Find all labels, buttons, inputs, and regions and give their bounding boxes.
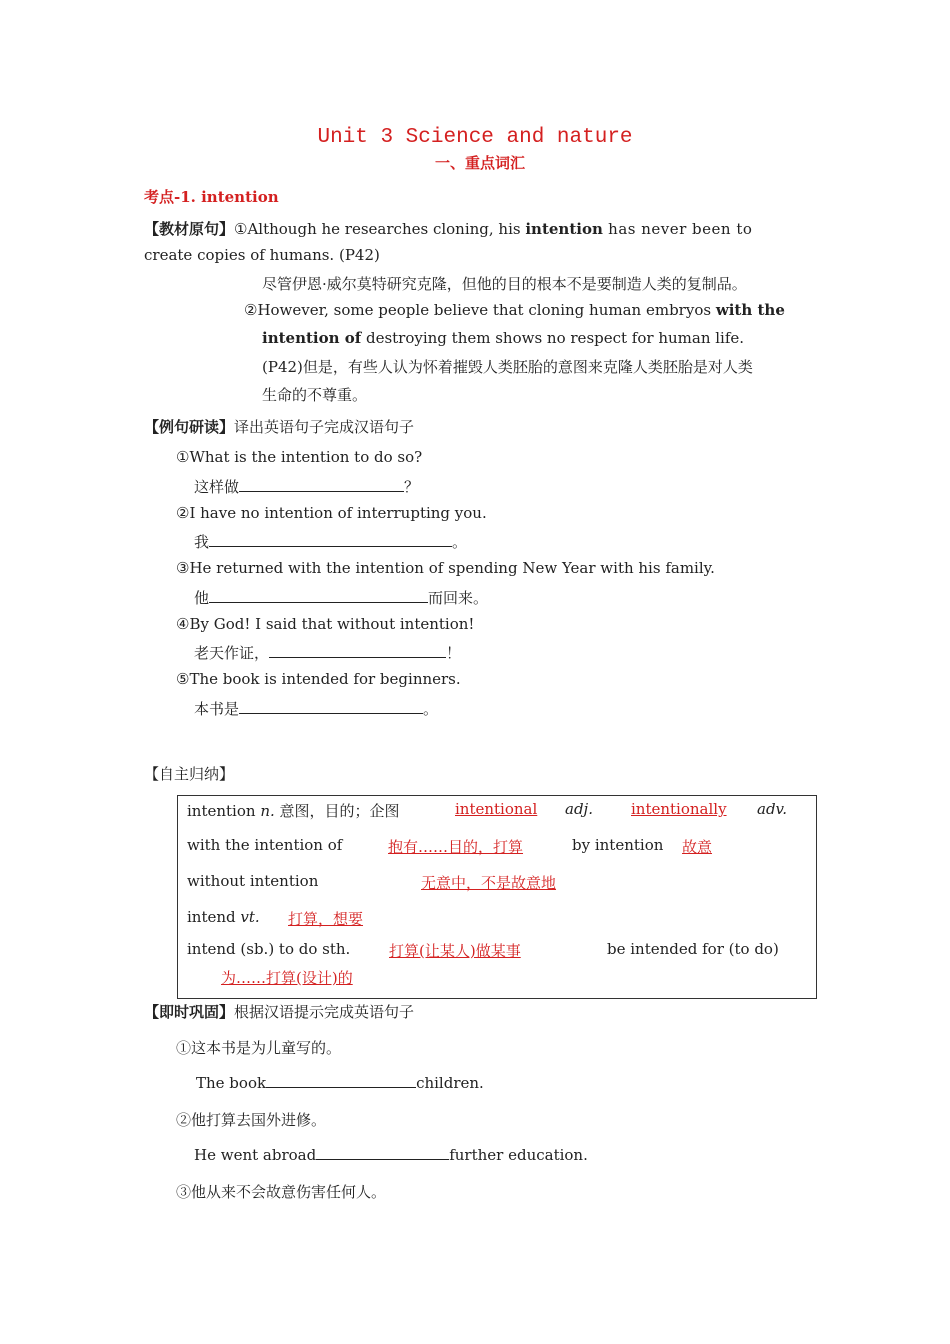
summary-row-4 bbox=[187, 908, 260, 926]
textbook-sentence-2-line1 bbox=[244, 301, 785, 319]
r2-phrase2: by intention bbox=[572, 836, 664, 854]
examples-label: 【例句研读】 bbox=[144, 418, 235, 436]
example-en-1: ①What is the intention to do so? bbox=[176, 448, 423, 466]
example-en-3: ③He returned with the intention of spending New Year with his family. bbox=[176, 559, 715, 577]
example-cn-4-pre: 老天作证， bbox=[194, 644, 270, 662]
practice-cn-3: ③他从来不会故意伤害任何人。 bbox=[176, 1183, 387, 1201]
r5-phrase: intend (sb.) to do sth. bbox=[187, 940, 351, 958]
answer-intentionally: intentionally bbox=[631, 800, 727, 818]
s2-pre: ②However, some people believe that cloning human embryos bbox=[244, 301, 716, 319]
example-cn-1-post: ？ bbox=[404, 478, 420, 496]
page-title: Unit 3 Science and nature bbox=[317, 126, 633, 149]
example-cn-4-post: ！ bbox=[446, 644, 462, 662]
practice-blank-1[interactable] bbox=[266, 1073, 416, 1088]
example-cn-3 bbox=[194, 587, 488, 608]
answer-intend-sb: 打算(让某人)做某事 bbox=[389, 942, 521, 960]
r4-pos: vt. bbox=[240, 908, 260, 926]
section-subtitle: 一、重点词汇 bbox=[434, 154, 525, 172]
textbook-sentence-2-line3: (P42)但是，有些人认为怀着摧毁人类胚胎的意图来克隆人类胚胎是对人类 bbox=[262, 358, 753, 376]
examples-instruction: 译出英语句子完成汉语句子 bbox=[234, 418, 415, 436]
practice-header bbox=[144, 1001, 414, 1022]
r5-phrase2: be intended for (to do) bbox=[607, 940, 779, 958]
practice-en-2-pre: He went abroad bbox=[194, 1146, 317, 1164]
r1-pos: n. bbox=[260, 802, 275, 820]
practice-en-2-post: further education. bbox=[449, 1146, 588, 1164]
answer-with-intention: 抱有……目的，打算 bbox=[388, 838, 524, 856]
textbook-sentence-1-cn: 尽管伊恩·威尔莫特研究克隆，但他的目的根本不是要制造人类的复制品。 bbox=[262, 275, 747, 293]
answer-intentional: intentional bbox=[455, 800, 538, 818]
s2-bold-2: intention of bbox=[262, 329, 362, 347]
practice-en-1-pre: The book bbox=[196, 1074, 267, 1092]
r2-phrase: with the intention of bbox=[187, 836, 343, 854]
practice-en-1 bbox=[196, 1073, 484, 1092]
practice-cn-2: ②他打算去国外进修。 bbox=[176, 1111, 327, 1129]
example-cn-5-post: 。 bbox=[423, 700, 439, 718]
example-blank-5[interactable] bbox=[239, 699, 423, 714]
textbook-sentence-1-line2: create copies of humans. (P42) bbox=[144, 246, 380, 264]
example-cn-2-pre: 我 bbox=[194, 533, 210, 551]
r1-pos3 bbox=[757, 800, 787, 818]
textbook-label: 【教材原句】 bbox=[144, 220, 235, 238]
answer-by-intention: 故意 bbox=[682, 838, 713, 856]
r1-pos3-text: adv. bbox=[757, 800, 788, 818]
practice-cn-1: ①这本书是为儿童写的。 bbox=[176, 1039, 342, 1057]
textbook-sentence-2-line4: 生命的不尊重。 bbox=[262, 386, 368, 404]
s1-keyword: intention bbox=[525, 220, 603, 238]
examples-header bbox=[144, 416, 414, 437]
example-cn-3-post: 而回来。 bbox=[428, 589, 489, 607]
practice-label: 【即时巩固】 bbox=[144, 1003, 235, 1021]
example-cn-5 bbox=[194, 698, 438, 719]
r1-cn: 意图，目的；企图 bbox=[274, 802, 400, 820]
example-blank-4[interactable] bbox=[269, 643, 446, 658]
s1-post: has never been to bbox=[602, 220, 753, 238]
r4-word: intend bbox=[187, 908, 241, 926]
practice-blank-2[interactable] bbox=[316, 1145, 449, 1160]
practice-en-1-post: children. bbox=[416, 1074, 484, 1092]
r1-pos2-text: adj. bbox=[565, 800, 593, 818]
textbook-sentence-1 bbox=[144, 218, 752, 239]
answer-be-intended: 为……打算(设计)的 bbox=[221, 969, 353, 987]
example-en-4: ④By God! I said that without intention! bbox=[176, 615, 475, 633]
textbook-sentence-2-line2 bbox=[262, 329, 744, 347]
r1-word: intention bbox=[187, 802, 261, 820]
r1-pos2 bbox=[565, 800, 593, 818]
s2-bold-1: with the bbox=[715, 301, 785, 319]
example-blank-3[interactable] bbox=[209, 588, 428, 603]
example-en-5: ⑤The book is intended for beginners. bbox=[176, 670, 461, 688]
example-cn-4 bbox=[194, 642, 461, 663]
example-cn-1-pre: 这样做 bbox=[194, 478, 240, 496]
practice-en-2 bbox=[194, 1145, 588, 1164]
example-cn-3-pre: 他 bbox=[194, 589, 210, 607]
example-cn-5-pre: 本书是 bbox=[194, 700, 240, 718]
s2-post: destroying them shows no respect for human life. bbox=[361, 329, 745, 347]
example-en-2: ②I have no intention of interrupting you. bbox=[176, 504, 487, 522]
s1-pre: ①Although he researches cloning, his bbox=[234, 220, 526, 238]
r3-phrase: without intention bbox=[187, 872, 319, 890]
practice-instruction: 根据汉语提示完成英语句子 bbox=[234, 1003, 415, 1021]
example-blank-1[interactable] bbox=[239, 477, 404, 492]
example-cn-1 bbox=[194, 476, 419, 497]
summary-row-1 bbox=[187, 800, 400, 821]
answer-intend: 打算，想要 bbox=[288, 910, 364, 928]
point-heading: 考点-1. intention bbox=[144, 188, 279, 206]
answer-without-intention: 无意中，不是故意地 bbox=[421, 874, 557, 892]
example-cn-2-post: 。 bbox=[452, 533, 468, 551]
example-cn-2 bbox=[194, 531, 467, 552]
example-blank-2[interactable] bbox=[209, 532, 452, 547]
summary-label: 【自主归纳】 bbox=[144, 765, 235, 783]
